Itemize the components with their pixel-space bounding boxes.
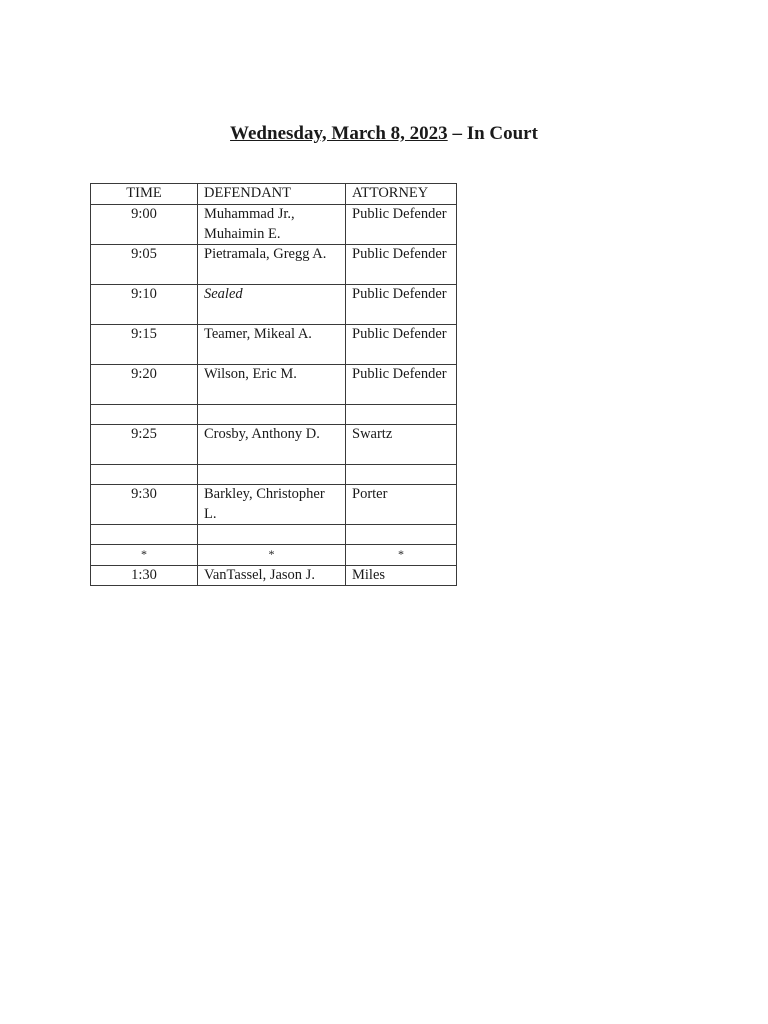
asterisk-mark: * — [91, 545, 198, 566]
cell-defendant: Muhammad Jr., Muhaimin E. — [198, 205, 346, 245]
cell-time: 9:20 — [91, 365, 198, 405]
title-separator: – — [447, 123, 467, 144]
empty-cell — [91, 405, 198, 425]
cell-attorney: Public Defender — [346, 365, 457, 405]
cell-defendant: Wilson, Eric M. — [198, 365, 346, 405]
empty-cell — [346, 525, 457, 545]
table-row — [91, 565, 457, 586]
cell-defendant: Barkley, Christopher L. — [198, 485, 346, 525]
cell-time: 9:10 — [91, 285, 198, 325]
table-row-separator — [91, 545, 457, 566]
cell-attorney: Miles — [346, 565, 457, 586]
table-row — [91, 365, 457, 405]
asterisk-mark: * — [346, 545, 457, 566]
table-spacer-row — [91, 525, 457, 545]
table-row — [91, 205, 457, 245]
header-attorney: ATTORNEY — [346, 184, 457, 205]
table-row — [91, 285, 457, 325]
cell-attorney: Public Defender — [346, 285, 457, 325]
header-defendant: DEFENDANT — [198, 184, 346, 205]
cell-time: 9:00 — [91, 205, 198, 245]
cell-defendant: Pietramala, Gregg A. — [198, 245, 346, 285]
cell-time: 9:30 — [91, 485, 198, 525]
table-row — [91, 485, 457, 525]
empty-cell — [91, 525, 198, 545]
empty-cell — [198, 465, 346, 485]
table-spacer-row — [91, 405, 457, 425]
cell-attorney: Public Defender — [346, 205, 457, 245]
empty-cell — [91, 465, 198, 485]
table-row — [91, 425, 457, 465]
empty-cell — [346, 405, 457, 425]
cell-defendant: Teamer, Mikeal A. — [198, 325, 346, 365]
cell-attorney: Public Defender — [346, 325, 457, 365]
cell-attorney: Public Defender — [346, 245, 457, 285]
title-court: In Court — [466, 123, 538, 144]
table-row — [91, 325, 457, 365]
page-title — [0, 123, 768, 145]
table-header-row — [91, 184, 457, 205]
cell-defendant-sealed: Sealed — [198, 285, 346, 325]
cell-attorney: Swartz — [346, 425, 457, 465]
empty-cell — [198, 525, 346, 545]
empty-cell — [198, 405, 346, 425]
table-row — [91, 245, 457, 285]
asterisk-mark: * — [198, 545, 346, 566]
cell-time: 1:30 — [91, 565, 198, 586]
cell-attorney: Porter — [346, 485, 457, 525]
cell-time: 9:15 — [91, 325, 198, 365]
cell-time: 9:25 — [91, 425, 198, 465]
cell-defendant: Crosby, Anthony D. — [198, 425, 346, 465]
header-time: TIME — [91, 184, 198, 205]
court-schedule-table — [90, 183, 457, 586]
cell-defendant: VanTassel, Jason J. — [198, 565, 346, 586]
table-spacer-row — [91, 465, 457, 485]
title-date: Wednesday, March 8, 2023 — [230, 123, 448, 144]
cell-time: 9:05 — [91, 245, 198, 285]
empty-cell — [346, 465, 457, 485]
